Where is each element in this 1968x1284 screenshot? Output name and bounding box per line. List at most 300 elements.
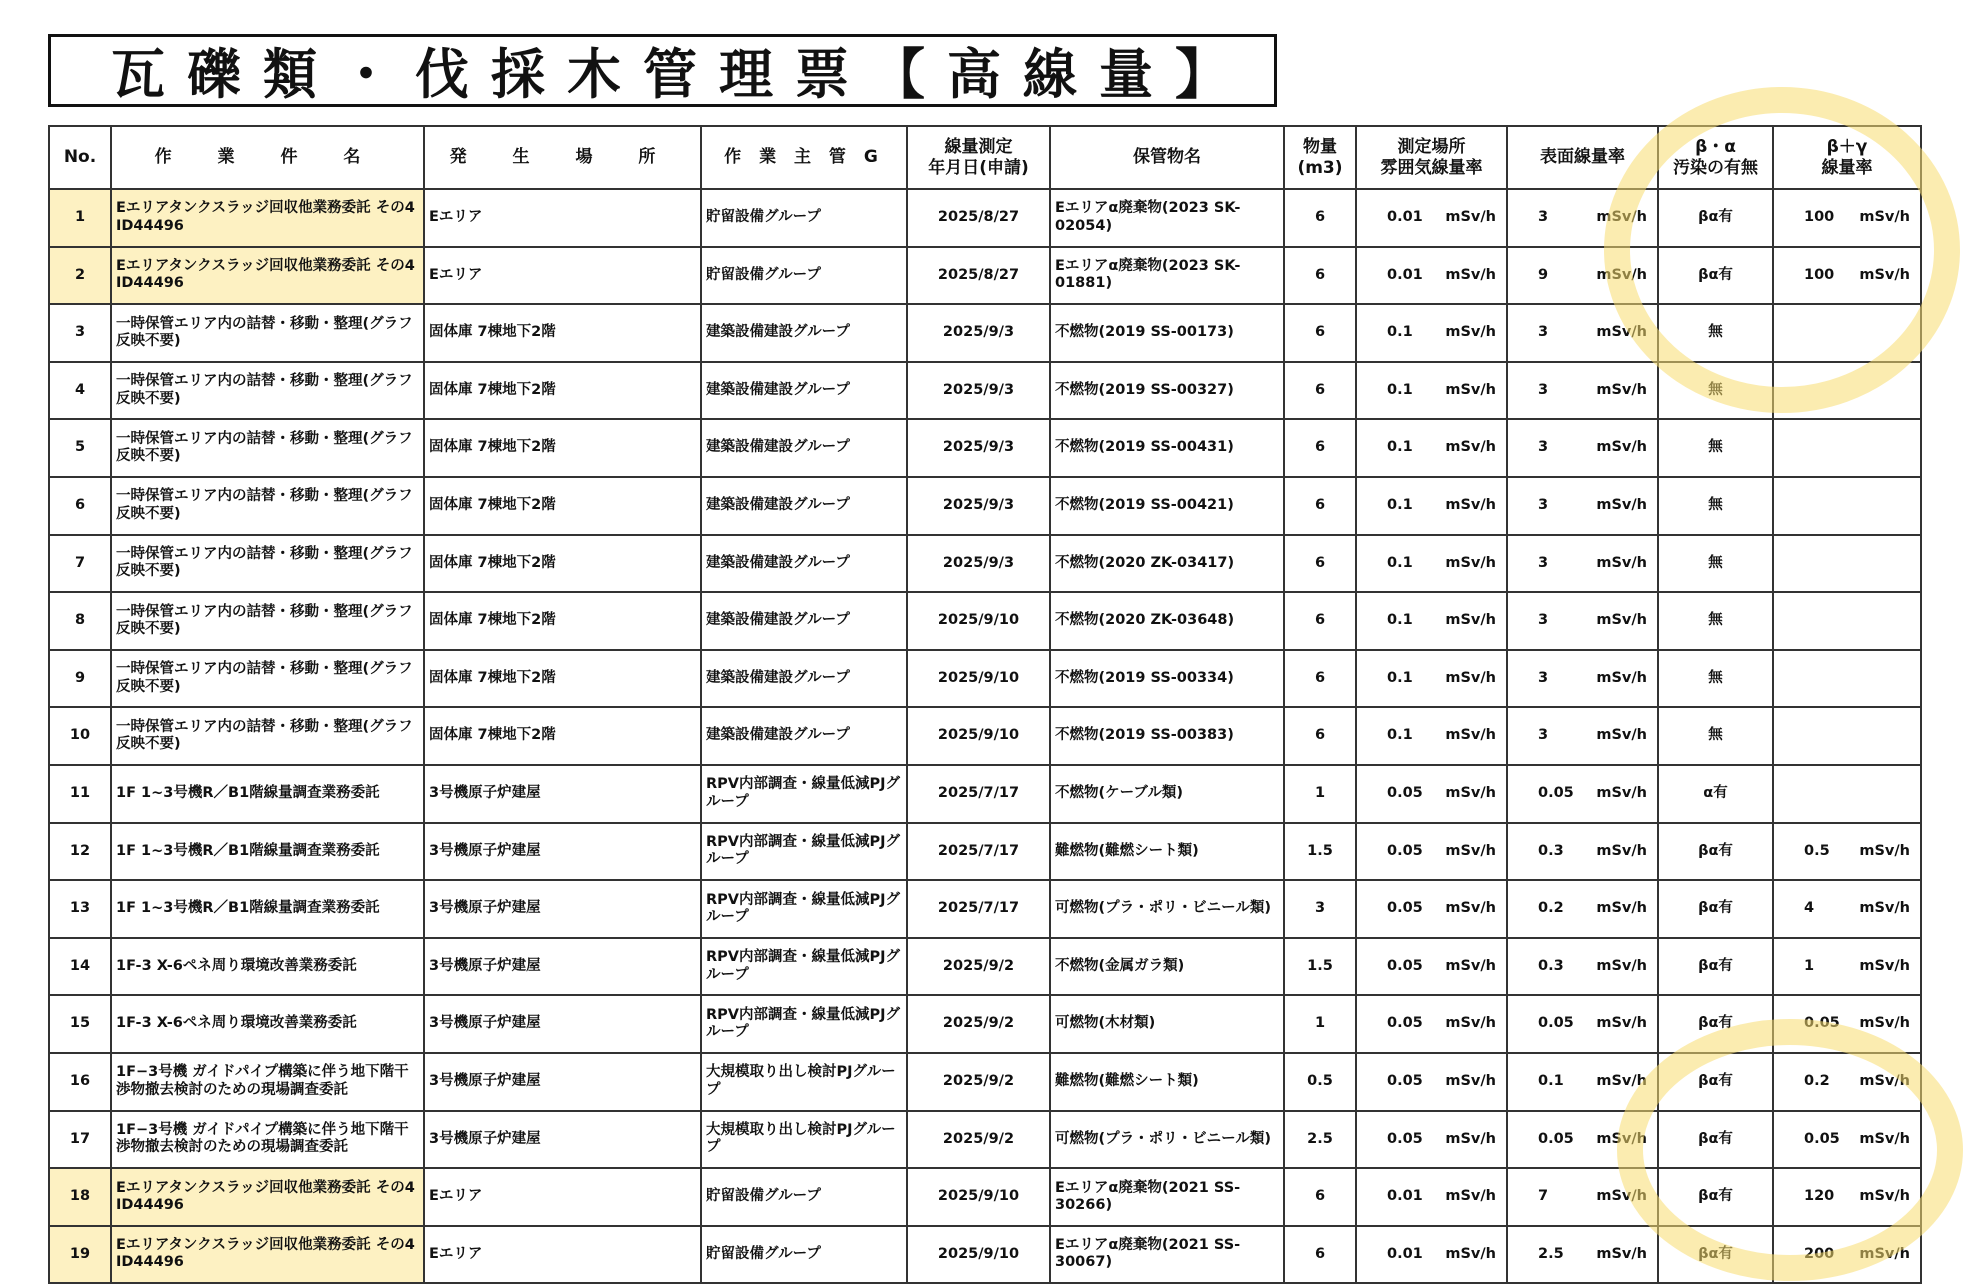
beta-gamma-dose-cell [1773, 823, 1921, 881]
beta-gamma-dose-cell [1773, 1111, 1921, 1169]
date-cell: 2025/7/17 [907, 880, 1050, 938]
contamination-cell: βα有 [1658, 995, 1773, 1053]
beta-gamma-dose-cell [1773, 304, 1921, 362]
dose-unit: mSv/h [1596, 497, 1647, 514]
group-cell: 貯留設備グループ [701, 1226, 907, 1284]
measure-pair [1512, 670, 1653, 687]
surface-dose-cell [1507, 477, 1658, 535]
header-date: 線量測定 年月日(申請) [907, 126, 1050, 189]
contamination-cell: 無 [1658, 650, 1773, 708]
location-cell: 3号機原子炉建屋 [424, 1053, 701, 1111]
dose-value: 0.05 [1387, 957, 1423, 974]
dose-value: 0.05 [1804, 1130, 1840, 1147]
dose-unit: mSv/h [1859, 842, 1910, 859]
measure-pair [1512, 382, 1653, 399]
dose-value: 0.1 [1387, 439, 1413, 456]
contamination-cell: βα有 [1658, 1111, 1773, 1169]
beta-gamma-dose-cell [1773, 592, 1921, 650]
beta-gamma-dose-cell [1773, 477, 1921, 535]
table-row [49, 1053, 1921, 1111]
group-cell: 建築設備建設グループ [701, 535, 907, 593]
storage-cell: 不燃物(2019 SS-00334) [1050, 650, 1284, 708]
dose-value: 0.05 [1387, 1130, 1423, 1147]
table-row [49, 823, 1921, 881]
work-name-cell: 一時保管エリア内の詰替・移動・整理(グラフ反映不要) [111, 535, 424, 593]
measure-pair [1361, 785, 1502, 802]
beta-gamma-dose-cell [1773, 189, 1921, 247]
storage-cell: 不燃物(2019 SS-00327) [1050, 362, 1284, 420]
work-name-cell: 1F−3号機 ガイドパイプ構築に伴う地下階干渉物撤去検討のための現場調査委託 [111, 1053, 424, 1111]
ambient-dose-cell [1356, 1111, 1507, 1169]
dose-value: 0.1 [1387, 497, 1413, 514]
measure-pair [1512, 900, 1653, 917]
ambient-dose-cell [1356, 477, 1507, 535]
surface-dose-cell [1507, 592, 1658, 650]
ambient-dose-cell [1356, 995, 1507, 1053]
title-box [48, 34, 1277, 107]
location-cell: Eエリア [424, 189, 701, 247]
storage-cell: 不燃物(金属ガラ類) [1050, 938, 1284, 996]
volume-cell: 6 [1284, 1168, 1356, 1226]
work-name-cell: Eエリアタンクスラッジ回収他業務委託 その4 ID44496 [111, 1226, 424, 1284]
surface-dose-cell [1507, 247, 1658, 305]
ambient-dose-cell [1356, 650, 1507, 708]
work-name-cell: 1F-3 X-6ペネ周り環境改善業務委託 [111, 938, 424, 996]
ambient-dose-cell [1356, 823, 1507, 881]
dose-value: 0.1 [1387, 554, 1413, 571]
volume-cell: 3 [1284, 880, 1356, 938]
work-name-cell: 一時保管エリア内の詰替・移動・整理(グラフ反映不要) [111, 707, 424, 765]
work-name-cell: Eエリアタンクスラッジ回収他業務委託 その4 ID44496 [111, 1168, 424, 1226]
dose-unit: mSv/h [1596, 1245, 1647, 1262]
volume-cell: 1 [1284, 765, 1356, 823]
row-no: 6 [49, 477, 111, 535]
dose-unit: mSv/h [1596, 957, 1647, 974]
dose-unit: mSv/h [1445, 612, 1496, 629]
date-cell: 2025/8/27 [907, 247, 1050, 305]
work-name-cell: 一時保管エリア内の詰替・移動・整理(グラフ反映不要) [111, 650, 424, 708]
measure-pair [1512, 1188, 1653, 1205]
surface-dose-cell [1507, 189, 1658, 247]
ambient-dose-cell [1356, 362, 1507, 420]
surface-dose-cell [1507, 995, 1658, 1053]
measure-pair [1512, 497, 1653, 514]
dose-unit: mSv/h [1445, 1073, 1496, 1089]
table-row [49, 362, 1921, 420]
measure-pair [1361, 1015, 1502, 1032]
measure-pair [1361, 324, 1502, 341]
group-cell: 建築設備建設グループ [701, 304, 907, 362]
dose-value: 100 [1804, 209, 1835, 226]
dose-value: 0.1 [1387, 324, 1413, 341]
volume-cell: 1 [1284, 995, 1356, 1053]
dose-unit: mSv/h [1445, 842, 1496, 859]
work-name-cell: Eエリアタンクスラッジ回収他業務委託 その4 ID44496 [111, 247, 424, 305]
work-name-cell: 一時保管エリア内の詰替・移動・整理(グラフ反映不要) [111, 304, 424, 362]
measure-pair [1512, 1131, 1653, 1148]
contamination-cell: βα有 [1658, 1053, 1773, 1111]
beta-gamma-dose-cell [1773, 938, 1921, 996]
volume-cell: 6 [1284, 247, 1356, 305]
work-name-cell: 1F 1~3号機R／B1階線量調査業務委託 [111, 880, 424, 938]
ambient-dose-cell [1356, 707, 1507, 765]
header-storage: 保管物名 [1050, 126, 1284, 189]
storage-cell: 難燃物(難燃シート類) [1050, 1053, 1284, 1111]
table-row [49, 304, 1921, 362]
surface-dose-cell [1507, 1226, 1658, 1284]
measure-pair [1778, 1188, 1916, 1205]
surface-dose-cell [1507, 304, 1658, 362]
measure-pair [1512, 209, 1653, 226]
measure-pair [1361, 670, 1502, 687]
location-cell: Eエリア [424, 1226, 701, 1284]
contamination-cell: 無 [1658, 535, 1773, 593]
row-no: 8 [49, 592, 111, 650]
location-cell: Eエリア [424, 1168, 701, 1226]
dose-value: 0.3 [1538, 842, 1564, 859]
contamination-cell: βα有 [1658, 938, 1773, 996]
work-name-cell: 1F-3 X-6ペネ周り環境改善業務委託 [111, 995, 424, 1053]
dose-value: 0.05 [1387, 842, 1423, 859]
dose-unit: mSv/h [1859, 1130, 1910, 1147]
contamination-cell: 無 [1658, 592, 1773, 650]
volume-cell: 6 [1284, 419, 1356, 477]
measure-pair [1361, 727, 1502, 744]
measure-pair [1361, 900, 1502, 917]
dose-unit: mSv/h [1596, 1188, 1647, 1205]
storage-cell: 不燃物(2020 ZK-03648) [1050, 592, 1284, 650]
row-no: 15 [49, 995, 111, 1053]
row-no: 12 [49, 823, 111, 881]
storage-cell: 難燃物(難燃シート類) [1050, 823, 1284, 881]
contamination-cell: βα有 [1658, 1226, 1773, 1284]
ambient-dose-cell [1356, 1226, 1507, 1284]
date-cell: 2025/8/27 [907, 189, 1050, 247]
ambient-dose-cell [1356, 247, 1507, 305]
header-ambient: 測定場所 雰囲気線量率 [1356, 126, 1507, 189]
row-no: 13 [49, 880, 111, 938]
dose-unit: mSv/h [1596, 1015, 1647, 1032]
date-cell: 2025/9/2 [907, 1053, 1050, 1111]
storage-cell: 不燃物(2019 SS-00173) [1050, 304, 1284, 362]
row-no: 11 [49, 765, 111, 823]
measure-pair [1361, 497, 1502, 514]
location-cell: 3号機原子炉建屋 [424, 823, 701, 881]
row-no: 19 [49, 1226, 111, 1284]
row-no: 1 [49, 189, 111, 247]
ambient-dose-cell [1356, 938, 1507, 996]
ambient-dose-cell [1356, 535, 1507, 593]
dose-unit: mSv/h [1596, 785, 1647, 802]
measure-pair [1778, 1015, 1916, 1032]
volume-cell: 6 [1284, 477, 1356, 535]
contamination-cell: 無 [1658, 477, 1773, 535]
header-volume: 物量 (m3) [1284, 126, 1356, 189]
dose-unit: mSv/h [1596, 266, 1647, 283]
contamination-cell: 無 [1658, 304, 1773, 362]
dose-unit: mSv/h [1859, 957, 1910, 974]
dose-unit: mSv/h [1596, 1130, 1647, 1147]
work-name-cell: 一時保管エリア内の詰替・移動・整理(グラフ反映不要) [111, 477, 424, 535]
dose-value: 0.01 [1387, 1245, 1423, 1262]
group-cell: RPV内部調査・線量低減PJグループ [701, 823, 907, 881]
ambient-dose-cell [1356, 880, 1507, 938]
location-cell: 固体庫 7棟地下2階 [424, 535, 701, 593]
dose-unit: mSv/h [1596, 727, 1647, 744]
dose-value: 200 [1804, 1245, 1835, 1262]
dose-value: 0.01 [1387, 266, 1423, 283]
measure-pair [1778, 1246, 1916, 1263]
surface-dose-cell [1507, 1111, 1658, 1169]
measure-pair [1361, 267, 1502, 284]
date-cell: 2025/9/2 [907, 995, 1050, 1053]
measure-pair [1361, 209, 1502, 226]
header-contamination: β・α 汚染の有無 [1658, 126, 1773, 189]
ambient-dose-cell [1356, 1168, 1507, 1226]
table-row [49, 1111, 1921, 1169]
volume-cell: 0.5 [1284, 1053, 1356, 1111]
surface-dose-cell [1507, 707, 1658, 765]
dose-unit: mSv/h [1859, 900, 1910, 917]
dose-unit: mSv/h [1596, 1073, 1647, 1089]
table-row [49, 247, 1921, 305]
dose-unit: mSv/h [1445, 1188, 1496, 1205]
dose-unit: mSv/h [1859, 1245, 1910, 1262]
dose-value: 3 [1538, 381, 1549, 398]
row-no: 9 [49, 650, 111, 708]
dose-value: 3 [1538, 612, 1549, 629]
dose-unit: mSv/h [1859, 1073, 1910, 1089]
dose-unit: mSv/h [1445, 266, 1496, 283]
dose-unit: mSv/h [1445, 957, 1496, 974]
table-row [49, 1226, 1921, 1284]
dose-value: 9 [1538, 266, 1549, 283]
header-no: No. [49, 126, 111, 189]
dose-unit: mSv/h [1596, 669, 1647, 686]
volume-cell: 6 [1284, 304, 1356, 362]
table-row [49, 592, 1921, 650]
group-cell: 貯留設備グループ [701, 1168, 907, 1226]
dose-unit: mSv/h [1859, 209, 1910, 226]
measure-pair [1512, 1015, 1653, 1032]
dose-value: 0.1 [1387, 669, 1413, 686]
location-cell: 3号機原子炉建屋 [424, 1111, 701, 1169]
ambient-dose-cell [1356, 1053, 1507, 1111]
measure-pair [1512, 439, 1653, 456]
dose-value: 3 [1538, 497, 1549, 514]
surface-dose-cell [1507, 419, 1658, 477]
table-row [49, 1168, 1921, 1226]
location-cell: 3号機原子炉建屋 [424, 995, 701, 1053]
location-cell: 固体庫 7棟地下2階 [424, 707, 701, 765]
row-no: 10 [49, 707, 111, 765]
table-row [49, 477, 1921, 535]
row-no: 7 [49, 535, 111, 593]
measure-pair [1512, 612, 1653, 629]
storage-cell: 不燃物(2019 SS-00421) [1050, 477, 1284, 535]
measure-pair [1512, 785, 1653, 802]
contamination-cell: 無 [1658, 362, 1773, 420]
date-cell: 2025/7/17 [907, 765, 1050, 823]
measure-pair [1778, 900, 1916, 917]
measure-pair [1512, 555, 1653, 572]
dose-unit: mSv/h [1596, 381, 1647, 398]
ambient-dose-cell [1356, 189, 1507, 247]
dose-unit: mSv/h [1859, 266, 1910, 283]
row-no: 18 [49, 1168, 111, 1226]
dose-value: 0.2 [1804, 1073, 1830, 1089]
dose-unit: mSv/h [1445, 324, 1496, 341]
measure-pair [1361, 439, 1502, 456]
date-cell: 2025/9/3 [907, 362, 1050, 420]
row-no: 16 [49, 1053, 111, 1111]
date-cell: 2025/9/3 [907, 535, 1050, 593]
storage-cell: Eエリアα廃棄物(2023 SK-02054) [1050, 189, 1284, 247]
measure-pair [1512, 1246, 1653, 1263]
beta-gamma-dose-cell [1773, 995, 1921, 1053]
dose-value: 0.5 [1804, 842, 1830, 859]
measure-pair [1361, 1131, 1502, 1148]
measure-pair [1512, 1073, 1653, 1090]
contamination-cell: βα有 [1658, 247, 1773, 305]
header-group: 作 業 主 管 G [701, 126, 907, 189]
volume-cell: 6 [1284, 535, 1356, 593]
dose-unit: mSv/h [1596, 554, 1647, 571]
measure-pair [1512, 267, 1653, 284]
work-name-cell: 1F 1~3号機R／B1階線量調査業務委託 [111, 823, 424, 881]
volume-cell: 1.5 [1284, 938, 1356, 996]
table-row [49, 650, 1921, 708]
storage-cell: 不燃物(ケーブル類) [1050, 765, 1284, 823]
work-name-cell: Eエリアタンクスラッジ回収他業務委託 その4 ID44496 [111, 189, 424, 247]
dose-value: 3 [1538, 727, 1549, 744]
storage-cell: 可燃物(プラ・ポリ・ビニール類) [1050, 880, 1284, 938]
ambient-dose-cell [1356, 592, 1507, 650]
row-no: 4 [49, 362, 111, 420]
dose-value: 2.5 [1538, 1245, 1564, 1262]
measure-pair [1361, 1246, 1502, 1263]
dose-unit: mSv/h [1859, 1188, 1910, 1205]
measure-pair [1361, 1188, 1502, 1205]
beta-gamma-dose-cell [1773, 419, 1921, 477]
volume-cell: 2.5 [1284, 1111, 1356, 1169]
work-name-cell: 1F 1~3号機R／B1階線量調査業務委託 [111, 765, 424, 823]
measure-pair [1512, 958, 1653, 975]
volume-cell: 6 [1284, 1226, 1356, 1284]
date-cell: 2025/9/2 [907, 938, 1050, 996]
row-no: 2 [49, 247, 111, 305]
beta-gamma-dose-cell [1773, 1053, 1921, 1111]
dose-value: 0.05 [1804, 1015, 1840, 1032]
ambient-dose-cell [1356, 304, 1507, 362]
work-name-cell: 一時保管エリア内の詰替・移動・整理(グラフ反映不要) [111, 419, 424, 477]
contamination-cell: βα有 [1658, 823, 1773, 881]
table-row [49, 707, 1921, 765]
location-cell: 固体庫 7棟地下2階 [424, 304, 701, 362]
location-cell: 3号機原子炉建屋 [424, 880, 701, 938]
group-cell: RPV内部調査・線量低減PJグループ [701, 765, 907, 823]
group-cell: RPV内部調査・線量低減PJグループ [701, 995, 907, 1053]
header-surface: 表面線量率 [1507, 126, 1658, 189]
volume-cell: 6 [1284, 650, 1356, 708]
measure-pair [1778, 958, 1916, 975]
dose-unit: mSv/h [1596, 439, 1647, 456]
group-cell: 建築設備建設グループ [701, 362, 907, 420]
date-cell: 2025/9/10 [907, 1226, 1050, 1284]
location-cell: 3号機原子炉建屋 [424, 938, 701, 996]
measure-pair [1361, 612, 1502, 629]
table-body [49, 189, 1921, 1283]
dose-value: 7 [1538, 1188, 1549, 1205]
measure-pair [1361, 382, 1502, 399]
storage-cell: Eエリアα廃棄物(2021 SS-30266) [1050, 1168, 1284, 1226]
dose-value: 0.2 [1538, 900, 1564, 917]
surface-dose-cell [1507, 938, 1658, 996]
dose-unit: mSv/h [1445, 727, 1496, 744]
ambient-dose-cell [1356, 419, 1507, 477]
dose-unit: mSv/h [1445, 497, 1496, 514]
surface-dose-cell [1507, 650, 1658, 708]
dose-unit: mSv/h [1445, 439, 1496, 456]
volume-cell: 6 [1284, 362, 1356, 420]
dose-value: 0.01 [1387, 209, 1423, 226]
contamination-cell: βα有 [1658, 880, 1773, 938]
dose-value: 0.05 [1538, 785, 1574, 802]
dose-value: 0.1 [1387, 381, 1413, 398]
volume-cell: 1.5 [1284, 823, 1356, 881]
dose-value: 0.1 [1387, 612, 1413, 629]
group-cell: 貯留設備グループ [701, 189, 907, 247]
table-row [49, 765, 1921, 823]
group-cell: RPV内部調査・線量低減PJグループ [701, 938, 907, 996]
dose-unit: mSv/h [1596, 209, 1647, 226]
dose-value: 3 [1538, 439, 1549, 456]
table-row [49, 938, 1921, 996]
dose-value: 0.1 [1387, 727, 1413, 744]
date-cell: 2025/9/10 [907, 1168, 1050, 1226]
beta-gamma-dose-cell [1773, 880, 1921, 938]
surface-dose-cell [1507, 823, 1658, 881]
location-cell: 固体庫 7棟地下2階 [424, 650, 701, 708]
measure-pair [1778, 1073, 1916, 1090]
work-name-cell: 一時保管エリア内の詰替・移動・整理(グラフ反映不要) [111, 362, 424, 420]
dose-value: 1 [1804, 957, 1815, 974]
dose-value: 0.3 [1538, 957, 1564, 974]
measure-pair [1778, 209, 1916, 226]
surface-dose-cell [1507, 765, 1658, 823]
management-table [48, 125, 1922, 1284]
dose-value: 0.05 [1387, 1015, 1423, 1032]
dose-unit: mSv/h [1445, 381, 1496, 398]
row-no: 14 [49, 938, 111, 996]
dose-value: 3 [1538, 669, 1549, 686]
surface-dose-cell [1507, 880, 1658, 938]
beta-gamma-dose-cell [1773, 707, 1921, 765]
dose-unit: mSv/h [1445, 785, 1496, 802]
beta-gamma-dose-cell [1773, 650, 1921, 708]
contamination-cell: α有 [1658, 765, 1773, 823]
date-cell: 2025/9/3 [907, 419, 1050, 477]
date-cell: 2025/9/10 [907, 592, 1050, 650]
surface-dose-cell [1507, 1053, 1658, 1111]
dose-value: 120 [1804, 1188, 1835, 1205]
table-row [49, 419, 1921, 477]
volume-cell: 6 [1284, 189, 1356, 247]
dose-value: 3 [1538, 324, 1549, 341]
location-cell: 固体庫 7棟地下2階 [424, 419, 701, 477]
row-no: 17 [49, 1111, 111, 1169]
date-cell: 2025/7/17 [907, 823, 1050, 881]
